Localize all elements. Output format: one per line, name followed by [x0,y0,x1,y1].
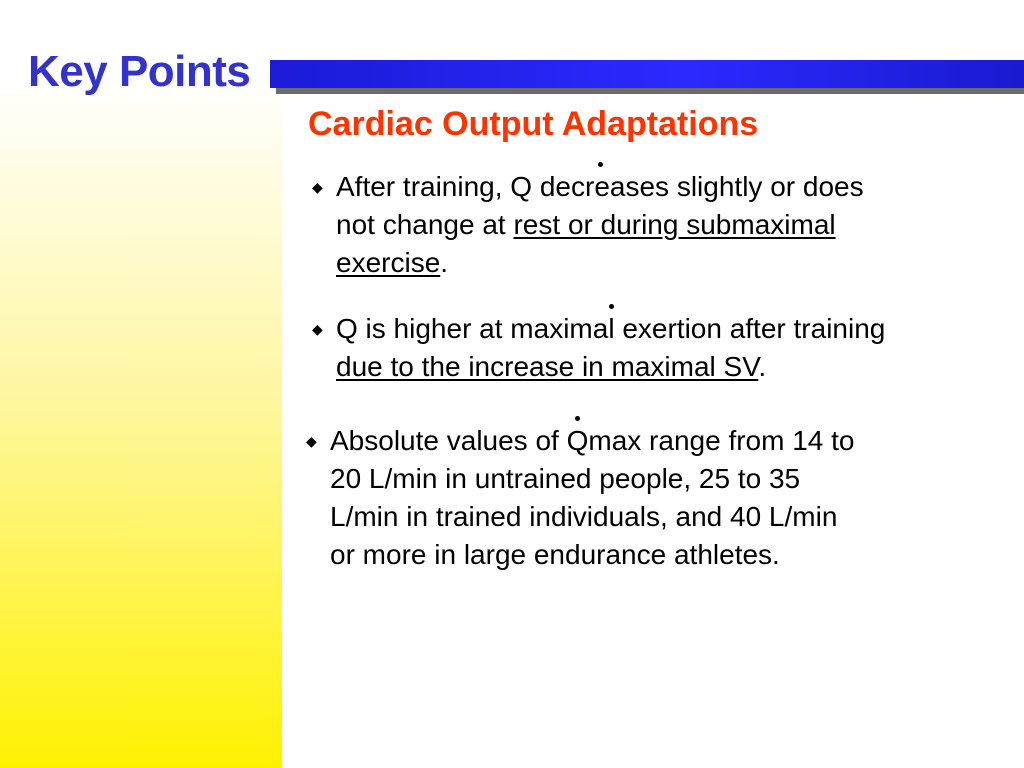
underlined-phrase: due to the increase in maximal SV [336,351,759,382]
bullet-3-line-3: L/min in trained individuals, and 40 L/min [330,501,838,532]
q-dot-letter: After training, Q decreases slightly or does [336,168,864,206]
bullet-diamond-icon: ◆ [312,179,323,195]
bullet-2-line-1 [336,310,885,348]
bullet-3-line-4: or more in large endurance athletes. [330,539,780,570]
underlined-phrase: exercise [336,247,441,278]
slide-subtitle: Cardiac Output Adaptations [308,105,759,143]
bullet-3-line-2: 20 L/min in untrained people, 25 to 35 [330,463,801,494]
bullet-1-line-3: exercise. [336,247,449,278]
bullet-3-line-1: Absolute values of Qmax range from 14 to [330,422,855,460]
bullet-1-text [336,168,864,282]
sidebar-gradient [0,0,282,768]
bullet-diamond-icon: ◆ [312,321,323,337]
bullet-3-text [330,422,855,574]
bullet-1-line-2: not change at rest or during submaximal [336,209,836,240]
bullet-diamond-icon: ◆ [306,433,317,449]
q-dot-letter: Q [567,422,589,460]
slide-title: Key Points [28,47,251,96]
bullet-2-line-2: due to the increase in maximal SV. [336,351,767,382]
bullet-2-text [336,310,885,386]
underlined-phrase: rest or during submaximal [513,209,836,240]
q-dot-letter: Q is higher at maximal exertion after training [336,310,885,348]
bullet-1-line-1 [336,168,864,206]
title-bar [270,60,1024,88]
